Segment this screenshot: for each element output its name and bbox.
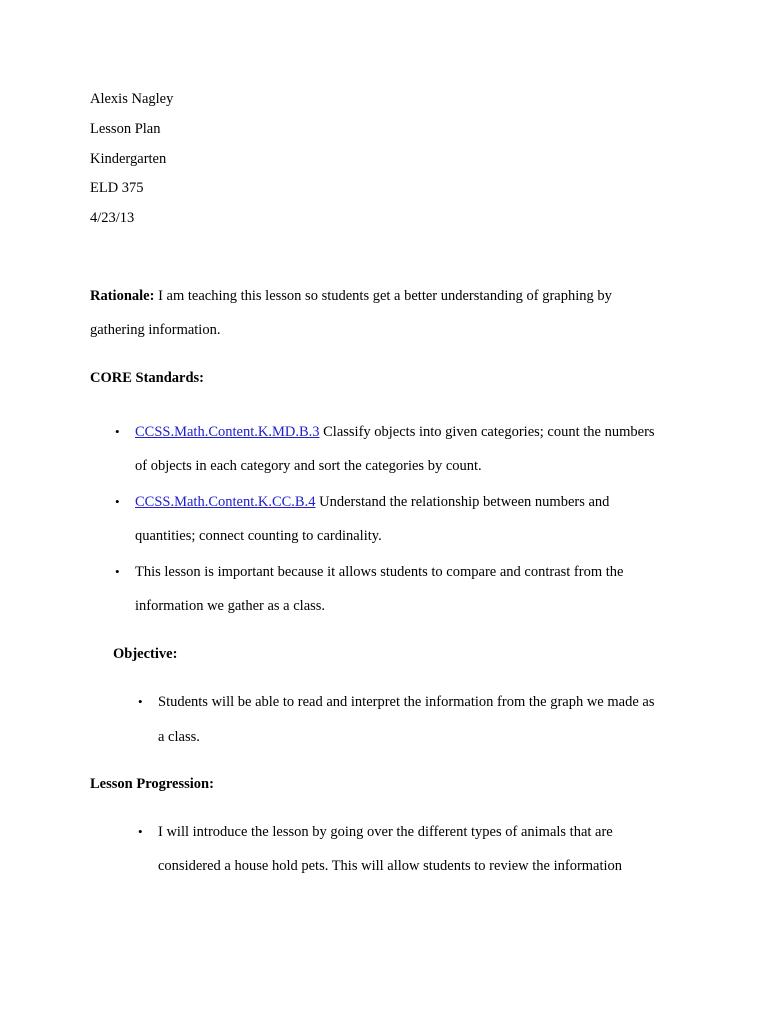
standard-item-3-line-2: information we gather as a class. bbox=[135, 598, 326, 614]
rationale-line-2: gathering information. bbox=[90, 322, 221, 338]
standard-link-kmdb3[interactable]: CCSS.Math.Content.K.MD.B.3 bbox=[135, 424, 320, 440]
progression-item-1-line-2: considered a house hold pets. This will allow students to review the information bbox=[158, 858, 623, 874]
standard-item-3-line-1: This lesson is important because it allows students to compare and contrast from the bbox=[135, 564, 624, 580]
standard-item-2-line-2: quantities; connect counting to cardinality. bbox=[135, 528, 382, 544]
document-date: 4/23/13 bbox=[90, 210, 135, 226]
document-type: Lesson Plan bbox=[90, 121, 161, 137]
standard-item-1-text: Classify objects into given categories; count the numbers bbox=[323, 424, 655, 440]
grade-level: Kindergarten bbox=[90, 151, 167, 167]
standard-item-1-line-1 bbox=[135, 423, 655, 441]
bullet-icon: • bbox=[138, 824, 143, 839]
bullet-icon: • bbox=[115, 424, 120, 439]
author-name: Alexis Nagley bbox=[90, 91, 174, 107]
standard-item-2-text: Understand the relationship between numbers and bbox=[319, 494, 610, 510]
course-code: ELD 375 bbox=[90, 180, 144, 196]
bullet-icon: • bbox=[138, 694, 143, 709]
core-standards-heading: CORE Standards: bbox=[90, 370, 205, 386]
rationale-label: Rationale: bbox=[90, 288, 155, 304]
objective-heading: Objective: bbox=[113, 646, 178, 662]
rationale-line-1 bbox=[90, 287, 612, 305]
objective-item-1-line-1: Students will be able to read and interpret the information from the graph we made as bbox=[158, 694, 655, 710]
lesson-progression-heading: Lesson Progression: bbox=[90, 776, 214, 792]
standard-item-1-line-2: of objects in each category and sort the categories by count. bbox=[135, 458, 482, 474]
standard-item-2-line-1 bbox=[135, 493, 609, 511]
progression-item-1-line-1: I will introduce the lesson by going over the different types of animals that are bbox=[158, 824, 613, 840]
bullet-icon: • bbox=[115, 494, 120, 509]
rationale-text-1: I am teaching this lesson so students get a better understanding of graphing by bbox=[158, 288, 612, 304]
standard-link-kccb4[interactable]: CCSS.Math.Content.K.CC.B.4 bbox=[135, 494, 316, 510]
bullet-icon: • bbox=[115, 564, 120, 579]
objective-item-1-line-2: a class. bbox=[158, 729, 200, 745]
